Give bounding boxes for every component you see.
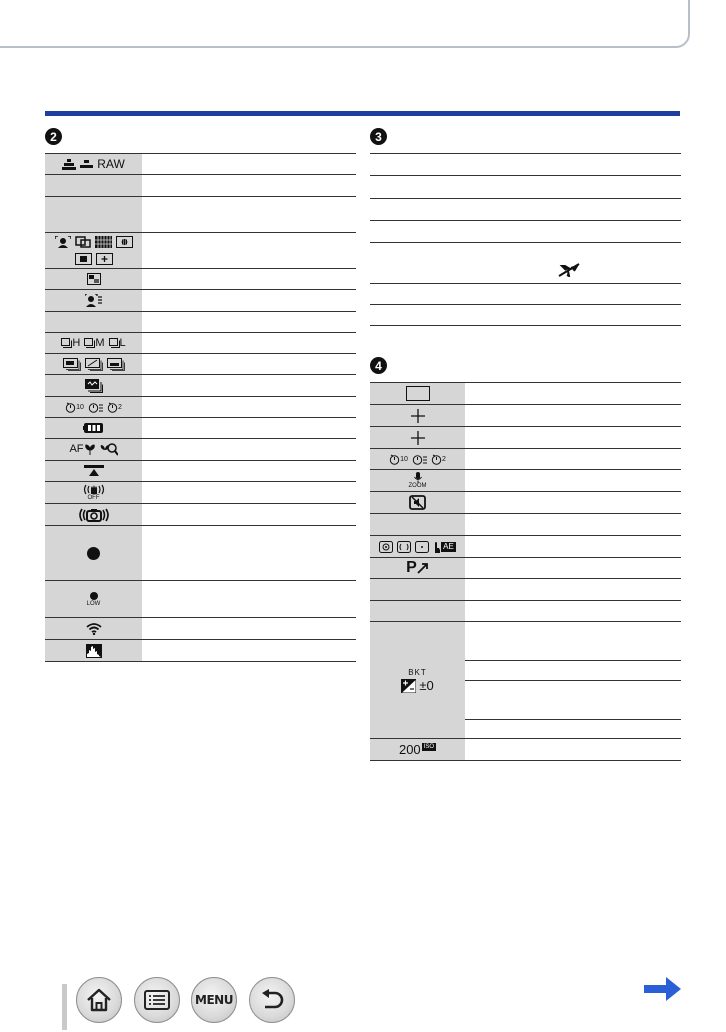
metering-spot-icon bbox=[415, 541, 429, 553]
icon-cell bbox=[370, 427, 465, 448]
iso-label: ISO bbox=[423, 744, 435, 750]
icon-cell bbox=[370, 383, 465, 404]
table-row bbox=[45, 504, 356, 526]
table-row bbox=[45, 526, 356, 581]
timer-subscript: 10 bbox=[76, 403, 84, 411]
icon-cell bbox=[370, 470, 465, 491]
table-row bbox=[370, 199, 681, 221]
table-row bbox=[45, 312, 356, 333]
self-timer-2-icon bbox=[431, 454, 446, 465]
timer-subscript: 2 bbox=[441, 455, 446, 463]
icon-cell bbox=[370, 558, 465, 578]
section-number: 3 bbox=[370, 128, 387, 145]
page-header-frame bbox=[0, 0, 690, 48]
recording-dot-icon bbox=[87, 547, 100, 560]
back-arrow-icon bbox=[259, 989, 285, 1011]
icon-cell bbox=[45, 375, 142, 396]
recording-low-icon bbox=[90, 592, 98, 600]
table-row bbox=[370, 601, 681, 622]
icon-cell bbox=[45, 269, 142, 289]
table-row bbox=[45, 175, 356, 197]
nav-divider bbox=[62, 984, 67, 1030]
table-row bbox=[370, 383, 681, 405]
histogram-icon bbox=[86, 644, 102, 658]
burst-speed-label: H bbox=[72, 336, 81, 349]
burst-low-icon bbox=[109, 338, 126, 349]
timer-subscript: 10 bbox=[400, 455, 408, 463]
crosshair-icon bbox=[411, 409, 425, 423]
icon-cell bbox=[45, 397, 142, 417]
table-row bbox=[370, 470, 681, 492]
menu-label: MENU bbox=[195, 993, 233, 1007]
touch-ae-icon bbox=[433, 541, 456, 553]
table-row bbox=[370, 427, 681, 449]
table-row-bracket bbox=[370, 622, 681, 739]
table-row bbox=[370, 558, 681, 579]
icon-cell bbox=[370, 536, 465, 557]
wifi-icon bbox=[86, 623, 102, 635]
table-row bbox=[370, 305, 681, 326]
4k-burst-ss-icon bbox=[85, 358, 103, 371]
burst-speed-label: L bbox=[119, 336, 126, 349]
table-row bbox=[45, 333, 356, 354]
table-row bbox=[370, 284, 681, 305]
self-timer-10-icon bbox=[65, 402, 84, 413]
section-4-table bbox=[370, 382, 681, 761]
table-row bbox=[370, 449, 681, 470]
multi-area-icon bbox=[95, 236, 112, 248]
table-row bbox=[370, 221, 681, 243]
timer-subscript: 2 bbox=[117, 403, 122, 411]
section-4-heading bbox=[370, 357, 387, 374]
section-number: 2 bbox=[45, 128, 62, 145]
af-macro-icon bbox=[69, 444, 95, 456]
table-row bbox=[370, 243, 681, 284]
exposure-value: ±0 bbox=[419, 678, 434, 693]
table-row bbox=[45, 354, 356, 375]
metering-center-icon bbox=[397, 541, 411, 553]
icon-cell bbox=[45, 354, 142, 374]
face-detection-icon bbox=[55, 236, 71, 248]
macro-zoom-icon bbox=[100, 443, 118, 456]
burst-medium-icon bbox=[84, 338, 104, 349]
self-timer-10-icon bbox=[389, 454, 408, 465]
icon-cell bbox=[370, 492, 465, 513]
table-row bbox=[45, 154, 356, 175]
battery-icon bbox=[83, 422, 105, 434]
icon-cell bbox=[370, 449, 465, 469]
table-row bbox=[370, 176, 681, 199]
face-eye-detection-icon bbox=[85, 294, 102, 307]
table-row bbox=[370, 154, 681, 176]
icon-cell bbox=[45, 333, 142, 353]
description-cell bbox=[142, 154, 356, 174]
icon-cell bbox=[45, 418, 142, 438]
silent-mode-icon bbox=[409, 495, 426, 510]
tracking-icon bbox=[75, 236, 91, 248]
stabilizer-off-icon bbox=[83, 484, 105, 495]
metering-multiple-icon bbox=[379, 541, 393, 553]
icon-cell bbox=[45, 581, 142, 617]
post-focus-icon bbox=[85, 379, 103, 393]
section-2-table bbox=[45, 153, 356, 662]
table-row bbox=[45, 640, 356, 662]
program-mode-label: P bbox=[406, 559, 417, 576]
icon-cell bbox=[45, 461, 142, 481]
icon-cell bbox=[45, 439, 142, 460]
iso-value-icon bbox=[399, 743, 436, 756]
af-label: AF bbox=[69, 443, 84, 455]
icon-cell bbox=[45, 233, 142, 268]
table-row bbox=[370, 514, 681, 536]
table-row bbox=[370, 536, 681, 558]
self-timer-2-icon bbox=[107, 402, 122, 413]
table-row bbox=[45, 397, 356, 418]
ae-label: AE bbox=[443, 541, 454, 551]
home-button[interactable] bbox=[76, 977, 122, 1023]
table-row bbox=[45, 482, 356, 504]
focus-peaking-icon bbox=[84, 465, 104, 477]
icon-cell bbox=[370, 622, 465, 738]
off-label: OFF bbox=[87, 495, 100, 501]
airplane-icon bbox=[558, 263, 580, 277]
table-row bbox=[370, 739, 681, 761]
section-3-heading bbox=[370, 128, 387, 145]
icon-cell bbox=[45, 482, 142, 503]
table-row bbox=[45, 418, 356, 439]
table-row bbox=[45, 375, 356, 397]
contents-button[interactable] bbox=[134, 977, 180, 1023]
burst-high-icon bbox=[61, 338, 80, 349]
icon-cell bbox=[45, 154, 142, 174]
menu-button[interactable] bbox=[191, 977, 237, 1023]
low-label: LOW bbox=[86, 600, 101, 607]
zoom-label: ZOOM bbox=[408, 483, 427, 489]
icon-cell bbox=[45, 290, 142, 311]
section-divider bbox=[45, 111, 680, 116]
icon-cell bbox=[370, 739, 465, 760]
af-area-icon bbox=[87, 273, 101, 285]
back-button[interactable] bbox=[249, 977, 295, 1023]
table-row bbox=[45, 439, 356, 461]
bkt-label: BKT bbox=[408, 667, 427, 677]
program-shift-icon bbox=[406, 560, 429, 576]
exposure-compensation-icon bbox=[401, 679, 433, 693]
table-row bbox=[370, 579, 681, 601]
section-3-table bbox=[370, 153, 681, 326]
table-row bbox=[370, 405, 681, 427]
microphone-icon bbox=[414, 472, 422, 483]
table-row bbox=[370, 492, 681, 514]
next-page-arrow-icon[interactable] bbox=[644, 976, 682, 1002]
table-row bbox=[45, 581, 356, 618]
icon-cell bbox=[370, 405, 465, 426]
iso-value: 200 bbox=[398, 742, 421, 757]
quality-standard-icon bbox=[80, 160, 93, 168]
icon-cell bbox=[45, 504, 142, 525]
icon-cell bbox=[45, 640, 142, 661]
burst-speed-label: M bbox=[95, 336, 105, 349]
section-number: 4 bbox=[370, 357, 387, 374]
one-area-icon bbox=[75, 253, 92, 265]
icon-cell bbox=[45, 526, 142, 580]
self-timer-multi-icon bbox=[88, 402, 103, 413]
self-timer-multi-icon bbox=[412, 454, 427, 465]
stabilizer-icon bbox=[78, 507, 110, 523]
table-row bbox=[45, 269, 356, 290]
4k-burst-icon bbox=[63, 358, 81, 371]
section-2-heading bbox=[45, 128, 62, 145]
table-row bbox=[45, 197, 356, 233]
frame-icon bbox=[406, 386, 430, 401]
table-row bbox=[45, 233, 356, 269]
table-row bbox=[45, 618, 356, 640]
crosshair-icon bbox=[411, 431, 425, 445]
quality-fine-icon bbox=[62, 159, 76, 170]
table-row bbox=[45, 461, 356, 482]
list-icon bbox=[144, 990, 170, 1010]
raw-label: RAW bbox=[97, 157, 125, 171]
4k-pre-burst-icon bbox=[107, 358, 125, 371]
table-row bbox=[45, 290, 356, 312]
custom-multi-icon bbox=[116, 236, 133, 248]
pinpoint-icon bbox=[96, 253, 113, 265]
home-icon bbox=[86, 988, 112, 1012]
icon-cell bbox=[45, 618, 142, 639]
